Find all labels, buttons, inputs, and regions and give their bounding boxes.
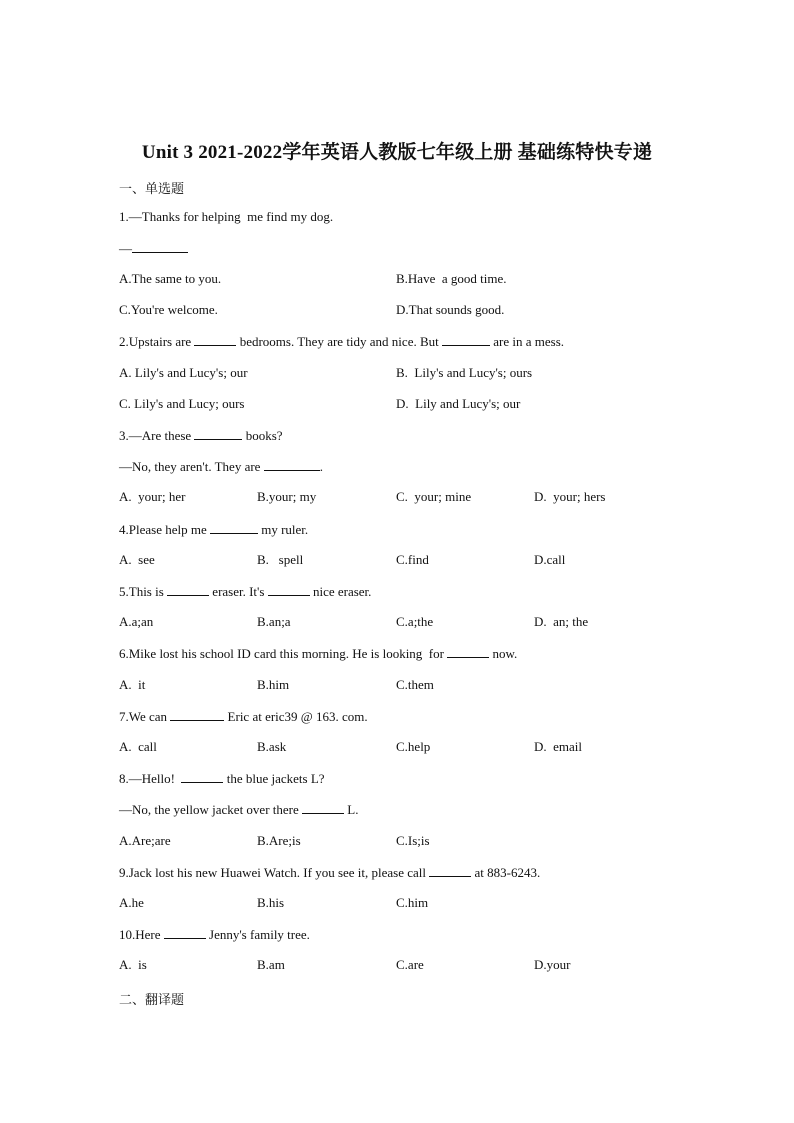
stem-text: 8.—Hello!	[119, 771, 182, 786]
question-6-option-a: A. it	[119, 677, 146, 692]
question-7-stem	[119, 708, 368, 725]
question-3-stem	[119, 427, 283, 444]
stem-text: at 883-6243.	[471, 865, 541, 880]
stem-text: L.	[344, 802, 359, 817]
question-4-option-c: C.find	[396, 552, 429, 567]
question-8-stem	[119, 770, 325, 787]
reply-dash: —	[119, 241, 132, 256]
answer-blank	[181, 770, 223, 783]
stem-text: books?	[242, 428, 283, 443]
question-5-option-b: B.an;a	[257, 614, 291, 629]
stem-text: 7.We can	[119, 709, 171, 724]
stem-text: —No, the yellow jacket over there	[119, 802, 303, 817]
question-6-option-c: C.them	[396, 677, 434, 692]
answer-blank	[302, 801, 344, 814]
section-heading-translation: 二、翻译题	[119, 992, 185, 1007]
question-8-option-b: B.Are;is	[257, 833, 301, 848]
question-1-option-b: B.Have a good time.	[396, 271, 507, 286]
stem-text: now.	[489, 646, 518, 661]
answer-blank	[164, 926, 206, 939]
question-4-option-b: B. spell	[257, 552, 304, 567]
answer-blank	[268, 583, 310, 596]
question-7-option-d: D. email	[534, 739, 583, 754]
question-10-option-c: C.are	[396, 957, 424, 972]
section-heading-single-choice: 一、单选题	[119, 181, 185, 196]
stem-text: the blue jackets L?	[223, 771, 325, 786]
stem-text: my ruler.	[257, 522, 309, 537]
question-10-option-d: D.your	[534, 957, 571, 972]
question-2-option-a: A. Lily's and Lucy's; our	[119, 365, 248, 380]
stem-text: 6.Mike lost his school ID card this morning. He is looking for	[119, 646, 448, 661]
question-5-option-a: A.a;an	[119, 614, 154, 629]
stem-text: nice eraser.	[309, 584, 372, 599]
question-5-option-d: D. an; the	[534, 614, 589, 629]
stem-text: eraser. It's	[209, 584, 268, 599]
question-8-option-a: A.Are;are	[119, 833, 171, 848]
question-7-option-c: C.help	[396, 739, 431, 754]
stem-text: 10.Here	[119, 927, 164, 942]
stem-text: 4.Please help me	[119, 522, 210, 537]
question-7-option-b: B.ask	[257, 739, 287, 754]
stem-text: Jenny's family tree.	[205, 927, 310, 942]
question-9-option-c: C.him	[396, 895, 429, 910]
question-8-reply	[119, 801, 358, 818]
stem-text: 5.This is	[119, 584, 168, 599]
stem-text: —No, they aren't. They are	[119, 459, 264, 474]
question-2-option-c: C. Lily's and Lucy; ours	[119, 396, 245, 411]
question-10-option-a: A. is	[119, 957, 147, 972]
answer-blank	[210, 521, 258, 534]
question-10-option-b: B.am	[257, 957, 285, 972]
question-6-stem	[119, 645, 517, 662]
stem-text: Eric at eric39 @ 163. com.	[224, 709, 368, 724]
stem-text: are in a mess.	[490, 334, 565, 349]
question-1-option-a: A.The same to you.	[119, 271, 222, 286]
answer-blank	[264, 458, 320, 471]
stem-text: bedrooms. They are tidy and nice. But	[236, 334, 442, 349]
question-9-option-b: B.his	[257, 895, 285, 910]
question-5-stem	[119, 583, 371, 600]
answer-blank	[194, 333, 236, 346]
question-9-option-a: A.he	[119, 895, 144, 910]
question-3-option-d: D. your; hers	[534, 489, 606, 504]
answer-blank	[429, 864, 471, 877]
question-6-option-b: B.him	[257, 677, 290, 692]
stem-text: .	[319, 459, 323, 474]
question-2-option-d: D. Lily and Lucy's; our	[396, 396, 521, 411]
answer-blank	[442, 333, 490, 346]
question-3-option-c: C. your; mine	[396, 489, 472, 504]
question-4-stem	[119, 521, 308, 538]
question-1-option-d: D.That sounds good.	[396, 302, 505, 317]
question-3-option-b: B.your; my	[257, 489, 317, 504]
question-10-stem	[119, 926, 310, 943]
page-title: Unit 3 2021-2022学年英语人教版七年级上册 基础练特快专递	[141, 142, 653, 163]
stem-text: 3.—Are these	[119, 428, 195, 443]
answer-blank	[132, 240, 188, 253]
question-2-stem	[119, 333, 564, 350]
question-3-reply	[119, 458, 323, 475]
answer-blank	[194, 427, 242, 440]
question-1-stem: 1.—Thanks for helping me find my dog.	[119, 209, 334, 224]
question-5-option-c: C.a;the	[396, 614, 434, 629]
stem-text: 9.Jack lost his new Huawei Watch. If you see it, please call	[119, 865, 430, 880]
answer-blank	[447, 645, 489, 658]
question-3-option-a: A. your; her	[119, 489, 186, 504]
question-4-option-a: A. see	[119, 552, 155, 567]
question-7-option-a: A. call	[119, 739, 157, 754]
question-1-option-c: C.You're welcome.	[119, 302, 218, 317]
question-2-option-b: B. Lily's and Lucy's; ours	[396, 365, 533, 380]
answer-blank	[170, 708, 224, 721]
question-4-option-d: D.call	[534, 552, 566, 567]
stem-text: 2.Upstairs are	[119, 334, 195, 349]
question-9-stem	[119, 864, 540, 881]
question-8-option-c: C.Is;is	[396, 833, 430, 848]
question-1-reply	[119, 240, 188, 257]
answer-blank	[167, 583, 209, 596]
